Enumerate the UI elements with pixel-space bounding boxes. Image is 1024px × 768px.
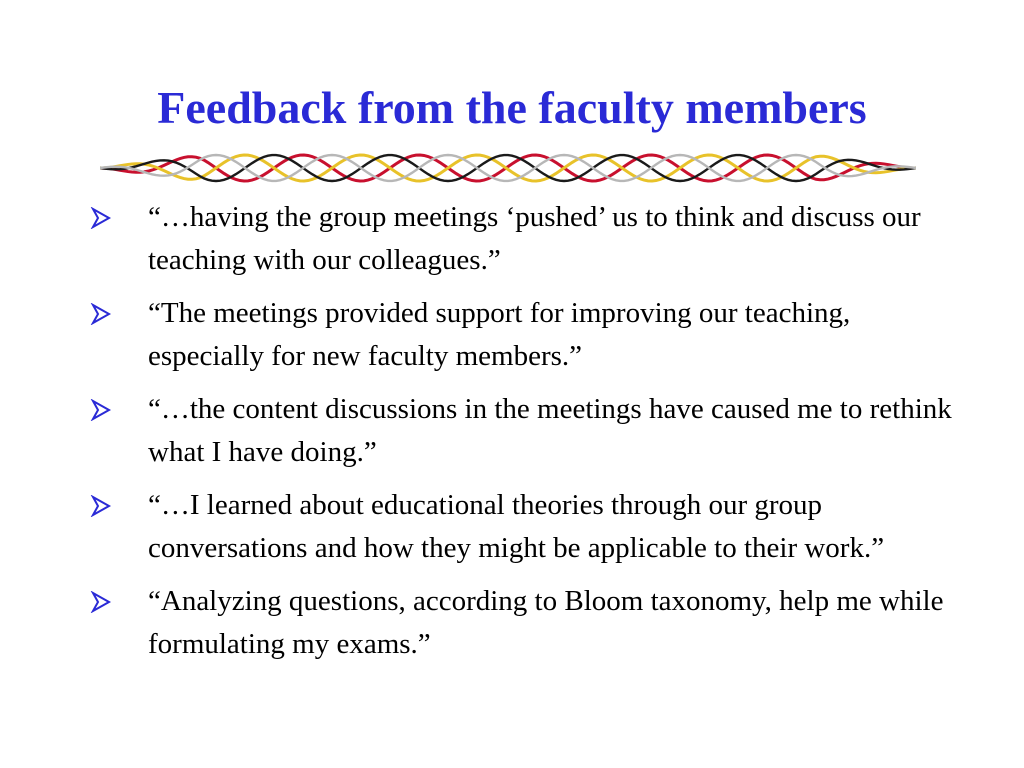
- bullet-item: [0, 196, 1024, 282]
- bullet-item: [0, 388, 1024, 474]
- helix-strand: [100, 155, 916, 181]
- arrowhead-bullet-icon: [90, 495, 112, 517]
- bullet-item: [0, 292, 1024, 378]
- arrowhead-bullet-icon: [90, 303, 112, 325]
- helix-rope-divider-icon: [100, 148, 916, 188]
- slide-title: Feedback from the faculty members: [157, 82, 867, 133]
- bullet-list: [0, 196, 1024, 676]
- bullet-text: “Analyzing questions, according to Bloom taxonomy, help me while formulating my exams.”: [148, 585, 944, 660]
- arrowhead-bullet-icon: [90, 591, 112, 613]
- arrowhead-bullet-icon: [90, 399, 112, 421]
- bullet-text: “…I learned about educational theories through our group conversations and how they might be applicable to their work.”: [148, 489, 885, 564]
- arrowhead-bullet-icon: [90, 207, 112, 229]
- bullet-text: “The meetings provided support for improving our teaching, especially for new faculty members.”: [148, 297, 851, 372]
- bullet-text: “…the content discussions in the meetings have caused me to rethink what I have doing.”: [148, 393, 952, 468]
- bullet-text: “…having the group meetings ‘pushed’ us to think and discuss our teaching with our colleagues.”: [148, 201, 921, 276]
- bullet-item: [0, 580, 1024, 666]
- bullet-item: [0, 484, 1024, 570]
